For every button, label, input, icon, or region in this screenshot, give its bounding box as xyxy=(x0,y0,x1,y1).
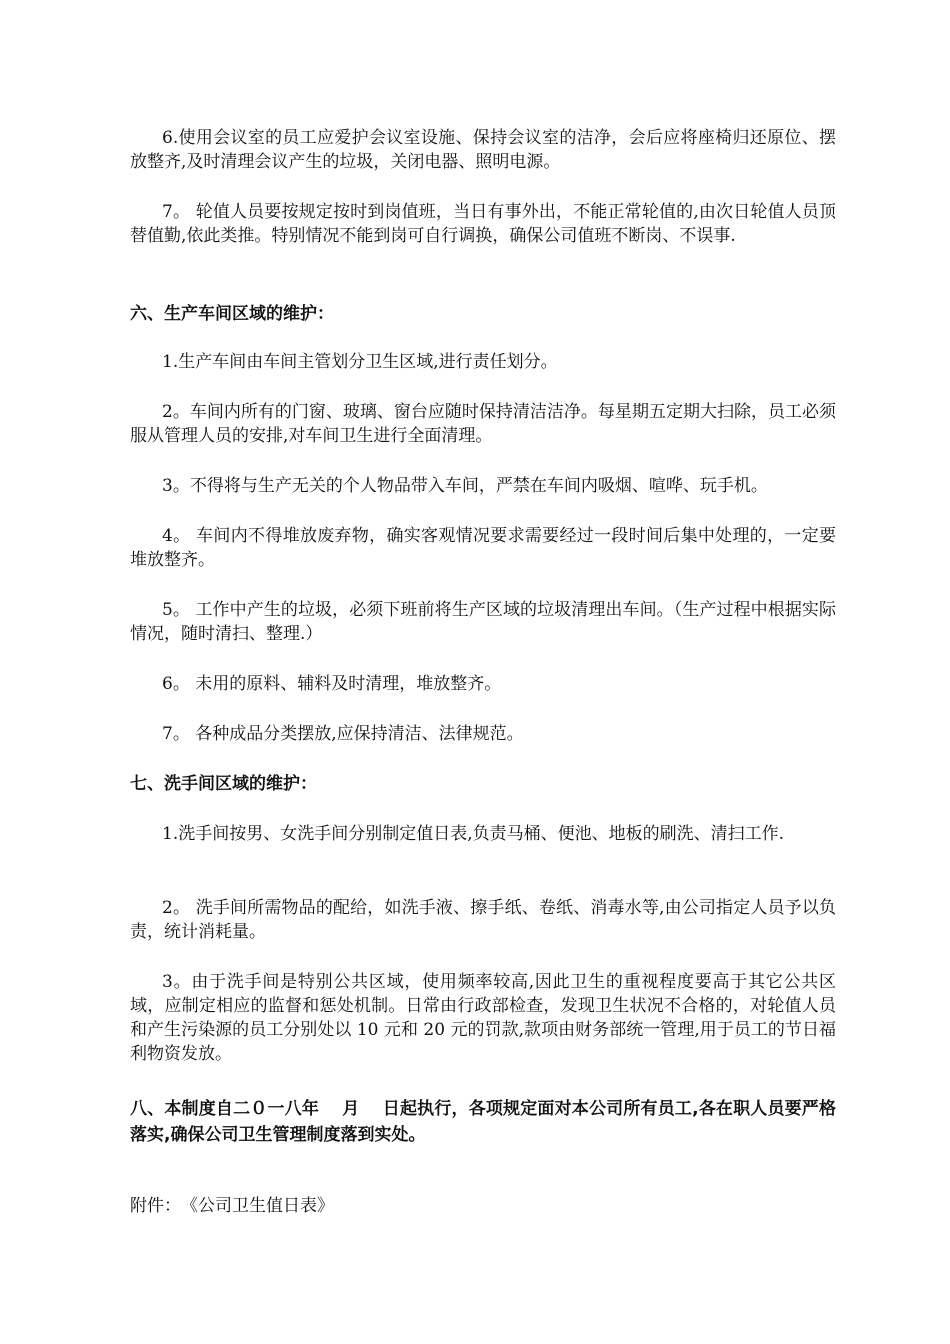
section6-item-4: 4。 车间内不得堆放废弃物，确实客观情况要求需要经过一段时间后集中处理的，一定要堆放整齐。 xyxy=(130,526,836,570)
section6-item-3: 3。不得将与生产无关的个人物品带入车间，严禁在车间内吸烟、喧哗、玩手机。 xyxy=(162,476,768,496)
section6-item-1: 1.生产车间由车间主管划分卫生区域,进行责任划分。 xyxy=(162,352,558,372)
section6-item-6: 6。 未用的原料、辅料及时清理，堆放整齐。 xyxy=(162,674,502,694)
section6-item-5: 5。 工作中产生的垃圾，必须下班前将生产区域的垃圾清理出车间。（生产过程中根据实际情况，随时清扫、整理.） xyxy=(130,600,836,644)
section6-heading: 六、生产车间区域的维护： xyxy=(130,304,334,324)
section8-effective-clause: 八、本制度自二０一八年 月 日起执行，各项规定面对本公司所有员工,各在职人员要严格落实,确保公司卫生管理制度落到实处。 xyxy=(130,1099,836,1145)
section5-item-6: 6.使用会议室的员工应爱护会议室设施、保持会议室的洁净，会后应将座椅归还原位、摆放整齐,及时清理会议产生的垃圾，关闭电器、照明电源。 xyxy=(130,128,836,172)
section6-item-7: 7。 各种成品分类摆放,应保持清洁、法律规范。 xyxy=(162,724,524,744)
section7-item-1: 1.洗手间按男、女洗手间分别制定值日表,负责马桶、便池、地板的刷洗、清扫工作. xyxy=(162,824,785,844)
section7-heading: 七、洗手间区域的维护： xyxy=(130,774,317,794)
section7-item-3: 3。由于洗手间是特别公共区域，使用频率较高,因此卫生的重视程度要高于其它公共区域，应制定相应的监督和惩处机制。日常由行政部检查，发现卫生状况不合格的，对轮值人员和产生污染源的员工分别处以 10 元和 20 元的罚款,款项由财务部统一管理,用于员工的节日福利物资发放。 xyxy=(130,972,836,1064)
section7-item-2: 2。 洗手间所需物品的配给，如洗手液、擦手纸、卷纸、消毒水等,由公司指定人员予以负责，统计消耗量。 xyxy=(130,898,836,942)
section6-item-2: 2。车间内所有的门窗、玻璃、窗台应随时保持清洁洁净。每星期五定期大扫除，员工必须服从管理人员的安排,对车间卫生进行全面清理。 xyxy=(130,402,836,446)
section5-item-7: 7。 轮值人员要按规定按时到岗值班，当日有事外出，不能正常轮值的,由次日轮值人员顶替值勤,依此类推。特别情况不能到岗可自行调换，确保公司值班不断岗、不误事. xyxy=(130,202,836,246)
attachment-note: 附件： 《公司卫生值日表》 xyxy=(130,1196,334,1216)
